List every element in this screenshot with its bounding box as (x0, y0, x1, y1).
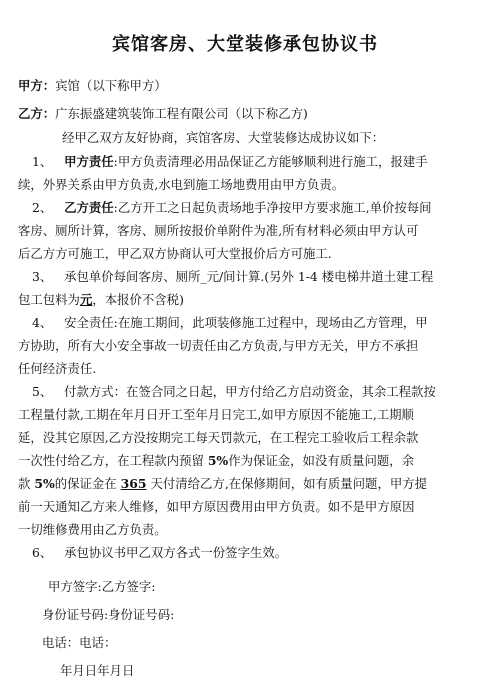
clause-3-text-2b: ，本报价不含税) (92, 292, 184, 307)
party-a-text: 宾馆（以下称甲方） (55, 78, 167, 93)
clause-4-number: 4、 (32, 315, 53, 330)
clause-3-underlined: 元 (79, 292, 93, 307)
clause-3-text-1: 承包单价每间客房、厕所_元/间计算.(另外 1-4 楼电梯井道土建工程 (64, 269, 434, 284)
clause-5-number: 5、 (32, 384, 53, 399)
clause-5-text-5a: 款 (18, 476, 35, 491)
party-b-label: 乙方： (18, 106, 56, 121)
clause-5-line-5 (18, 473, 427, 495)
clause-2-line-2: 客房、厕所计算，客房、厕所按报价单附件为准,所有材料必须由甲方认可 (18, 223, 419, 238)
clause-5-percent-1: 5% (207, 453, 229, 468)
clause-3-text-2a: 包工包料为 (18, 292, 80, 307)
document-title: 宾馆客房、大堂装修承包协议书 (112, 34, 378, 55)
party-a-line (18, 75, 167, 97)
clause-5-text-4c: 作为保证金，如没有质量问题，余 (228, 453, 415, 468)
clause-1-label: 甲方责任 (64, 154, 114, 169)
clause-2-text-1: :乙方开工之日起负责场地手净按甲方要求施工,单价按每间 (113, 200, 432, 215)
clause-5-line-4 (18, 450, 414, 472)
clause-6-number: 6、 (32, 545, 53, 560)
clause-1-line-2: 续，外界关系由甲方负责,水电到施工场地费用由甲方负责。 (18, 177, 345, 192)
phone-line: 电话：电话： (42, 635, 117, 650)
clause-3-line-2 (18, 289, 184, 311)
clause-5-days: 365 (120, 476, 147, 491)
clause-3-line-1 (32, 266, 433, 288)
clause-5-line-7: 一切维修费用由乙方负责。 (18, 522, 167, 537)
clause-5-text-4a: 一次性付给乙方，在工程款内预留 (18, 453, 208, 468)
clause-6-line-1 (32, 542, 287, 564)
clause-1-number: 1、 (32, 154, 53, 169)
clause-4-line-2: 方协助，所有大小安全事故一切责任由乙方负责,与甲方无关，甲方不承担 (18, 338, 419, 353)
clause-5-line-2: 工程量付款,工期在年月日开工至年月日完工,如甲方原因不能施工,工期顺 (18, 407, 414, 422)
signature-line: 甲方签字:乙方签字: (48, 579, 156, 594)
id-number-line: 身份证号码:身份证号码: (42, 607, 175, 622)
clause-2-line-3: 后乙方方可施工，甲乙双方协商认可大堂报价后方可施工. (18, 246, 332, 261)
party-b-text: 广东振盛建筑装饰工程有限公司（以下称乙方) (55, 106, 308, 121)
clause-2-line-1 (32, 197, 432, 219)
clause-5-text-5e: 天付清给乙方,在保修期间，如有质量问题，甲方提 (146, 476, 428, 491)
clause-6-text-1: 承包协议书甲乙双方各式一份签字生效。 (64, 545, 288, 560)
clause-5-line-3: 延，没其它原因,乙方没按期完工每天罚款元，在工程完工验收后工程余款 (18, 430, 419, 445)
party-b-line (18, 103, 308, 125)
clause-2-number: 2、 (32, 200, 53, 215)
clause-1-text-1: :甲方负责清理必用品保证乙方能够顺利进行施工，报建手 (113, 154, 428, 169)
clause-5-line-6: 前一天通知乙方来人维修，如甲方原因费用由甲方负责。如不是甲方原因 (18, 499, 415, 514)
clause-4-line-1 (32, 312, 428, 334)
clause-4-line-3: 任何经济责任. (18, 361, 97, 376)
date-line: 年月日年月日 (60, 663, 135, 678)
clause-5-text-5c: 的保证金在 (54, 476, 121, 491)
party-a-label: 甲方： (18, 78, 56, 93)
clause-5-percent-2: 5% (34, 476, 55, 491)
intro-paragraph: 经甲乙双方友好协商，宾馆客房、大堂装修达成协议如下： (62, 130, 385, 145)
clause-5-line-1 (32, 381, 436, 403)
clause-4-text-1: 安全责任:在施工期间，此项装修施工过程中，现场由乙方管理，甲 (64, 315, 428, 330)
clause-2-label: 乙方责任 (64, 200, 114, 215)
clause-3-number: 3、 (32, 269, 53, 284)
clause-1-line-1 (32, 151, 428, 173)
clause-5-text-1: 付款方式：在签合同之日起，甲方付给乙方启动资金，其余工程款按 (64, 384, 436, 399)
